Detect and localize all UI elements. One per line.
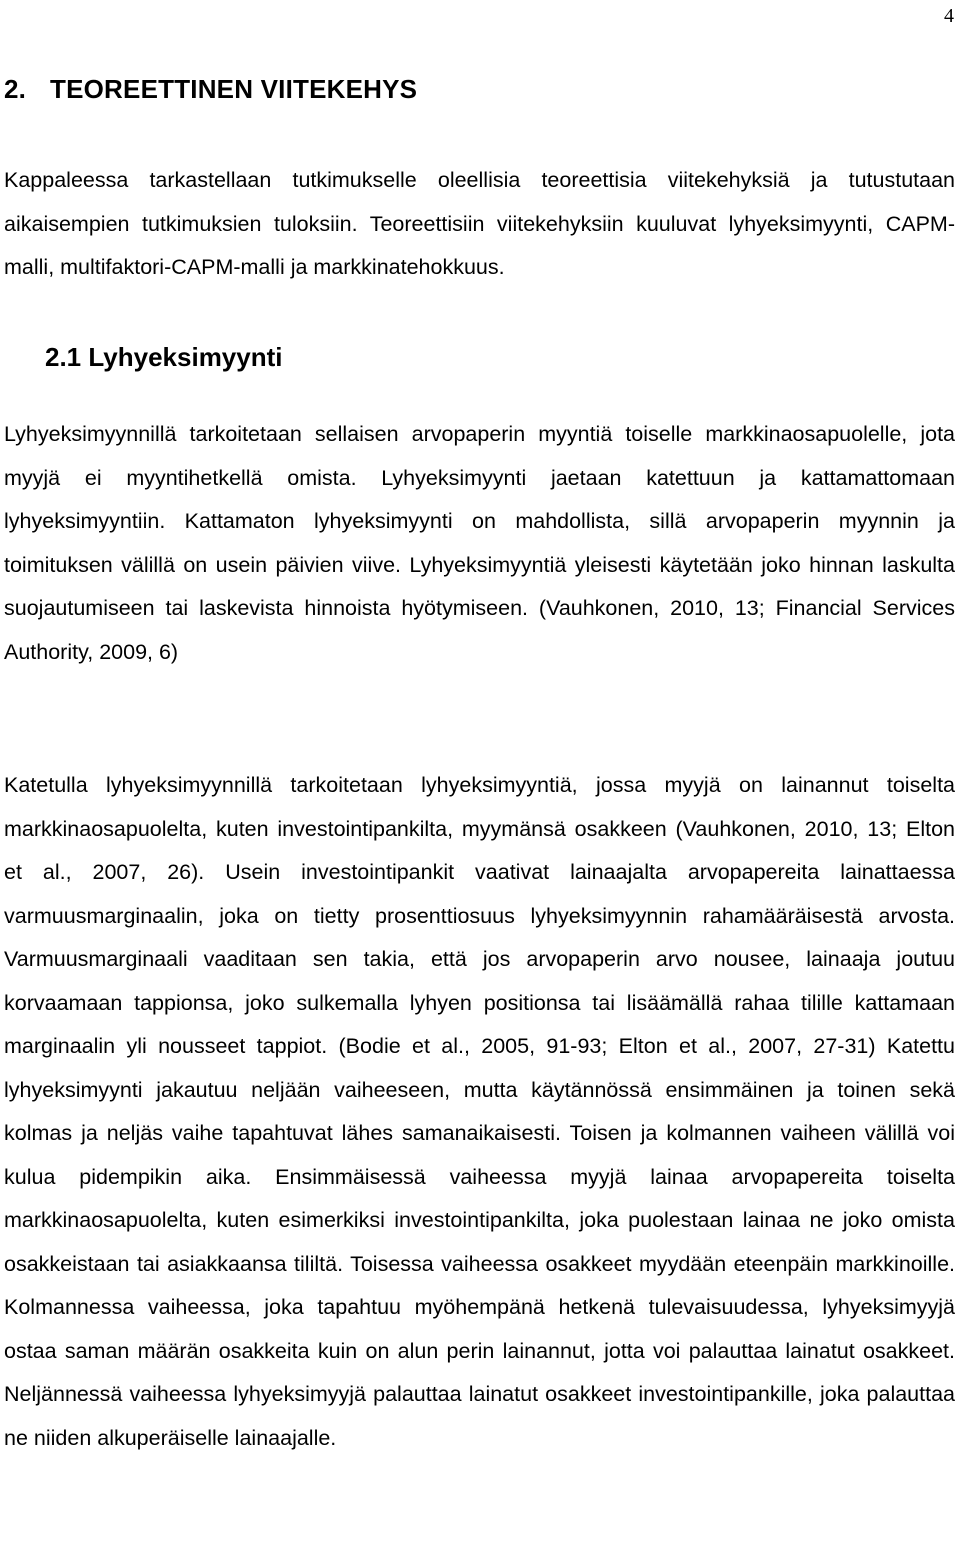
intro-paragraph: Kappaleessa tarkastellaan tutkimukselle oleellisia teoreettisia viitekehyksiä ja tutustutaan aikaisempien tutkimuksien tuloksiin. Teoreettisiin viitekehyksiin kuuluvat lyhyeksimyynti, CAPM-malli, multifaktori-CAPM-malli ja markkinatehokkuus. — [4, 168, 955, 279]
body-paragraph: Katetulla lyhyeksimyynnillä tarkoitetaan lyhyeksimyyntiä, jossa myyjä on lainannut toiselta markkinaosapuolelta, kuten investointipankilta, myymänsä osakkeen (Vauhkonen, 2010, 13; Elton et al., 2007, 26). Usein investointipankit vaativat lainaajalta arvopapereita lainattaessa varmuusmarginaalin, joka on tietty prosenttiosuus lyhyeksimyynnin rahamääräisestä arvosta. Varmuusmarginaali vaaditaan sen takia, että jos arvopaperin arvo nousee, lainaaja joutuu korvaamaan tappionsa, joko sulkemalla lyhyen positionsa tai lisäämällä rahaa tilille kattamaan marginaalin yli nousseet tappiot. (Bodie et al., 2005, 91-93; Elton et al., 2007, 27-31) Katettu lyhyeksimyynti jakautuu neljään vaiheeseen, mutta käytännössä ensimmäinen ja toinen sekä kolmas ja neljäs vaihe tapahtuvat lähes samanaikaisesti. Toisen ja kolmannen vaiheen välillä voi kulua pidempikin aika. Ensimmäisessä vaiheessa myyjä lainaa arvopapereita toiselta markkinaosapuolelta, kuten esimerkiksi investointipankilta, joka puolestaan lainaa ne joko omista osakkeistaan tai asiakkaansa tililtä. Toisessa vaiheessa osakkeet myydään eteenpäin markkinoille. Kolmannessa vaiheessa, joka tapahtuu myöhempänä hetkenä tulevaisuudessa, lyhyeksimyyjä ostaa saman määrän osakkeita kuin on alun perin lainannut, jotta voi palauttaa lainatut osakkeet. Neljännessä vaiheessa lyhyeksimyyjä palauttaa lainatut osakkeet investointipankille, joka palauttaa ne niiden alkuperäiselle lainaajalle. — [4, 773, 955, 1450]
page-number: 4 — [944, 5, 954, 27]
chapter-number: 2. — [4, 74, 27, 104]
chapter-title: TEOREETTINEN VIITEKEHYS — [50, 74, 418, 104]
section-heading: 2.1 Lyhyeksimyynti — [45, 342, 283, 372]
body-paragraph: Lyhyeksimyynnillä tarkoitetaan sellaisen arvopaperin myyntiä toiselle markkinaosapuolelle, jota myyjä ei myyntihetkellä omista. Lyhyeksimyynti jaetaan katettuun ja kattamattomaan lyhyeksimyyntiin. Kattamaton lyhyeksimyynti on mahdollista, sillä arvopaperin myynnin ja toimituksen välillä on usein päivien viive. Lyhyeksimyyntiä yleisesti käytetään joko hinnan laskulta suojautumiseen tai laskevista hinnoista hyötymiseen. (Vauhkonen, 2010, 13; Financial Services Authority, 2009, 6) — [4, 422, 955, 664]
chapter-heading — [4, 73, 417, 105]
